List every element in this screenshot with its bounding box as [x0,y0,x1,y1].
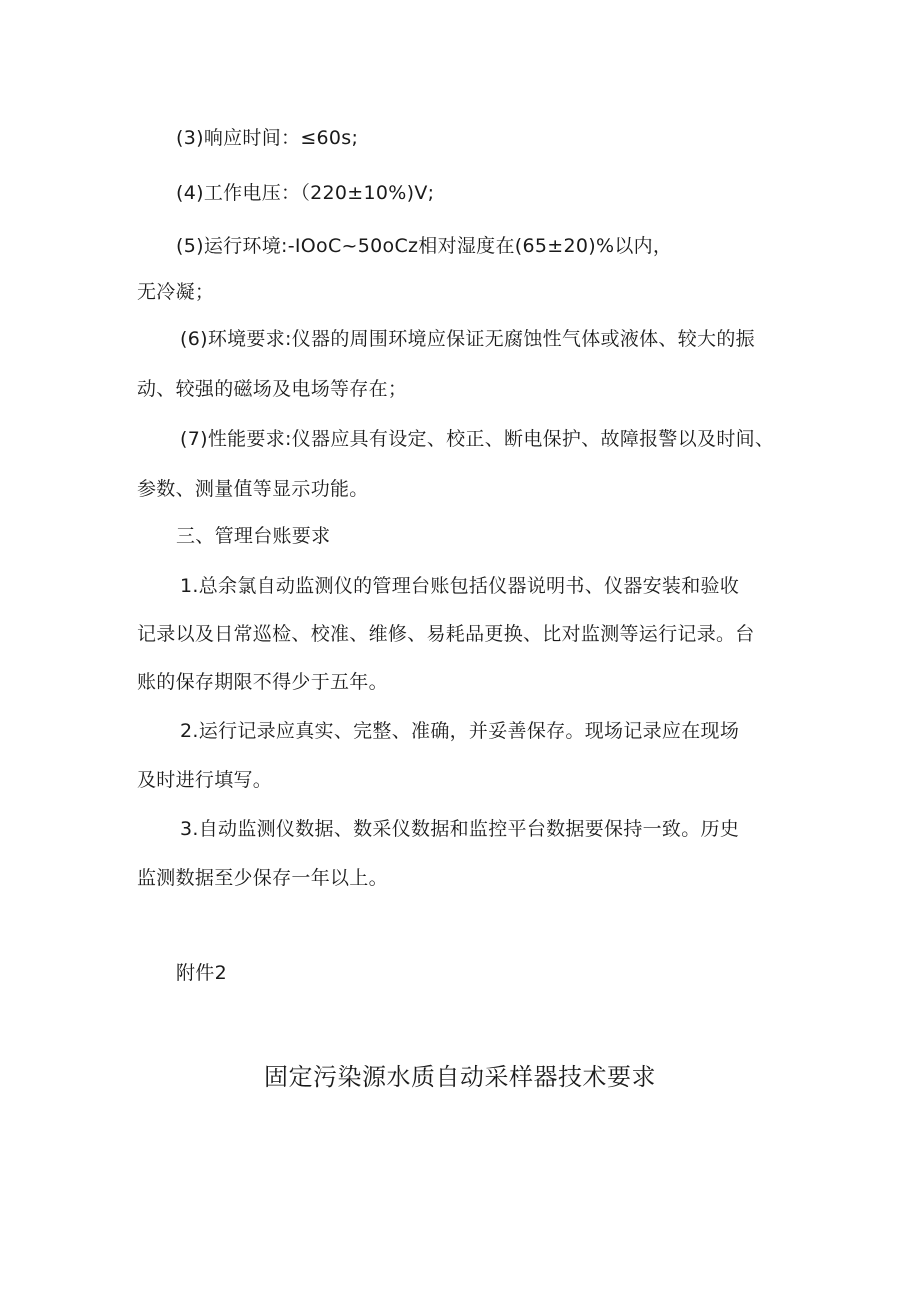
ledger-item-1-line-3: 账的保存期限不得少于五年。 [137,671,388,693]
item-6-continuation: 动、较强的磁场及电场等存在； [137,378,408,400]
ledger-item-2: 2.运行记录应真实、完整、准确，并妥善保存。现场记录应在现场 [180,720,740,742]
item-5-operating-environment: (5)运行环境:-IOoC~50oCz相对湿度在(65±20)%以内， [176,235,673,257]
item-4-working-voltage: (4)工作电压：（220±10%)V; [176,182,435,204]
item-7-performance-requirement: (7)性能要求:仪器应具有设定、校正、断电保护、故障报警以及时间、 [180,428,775,450]
item-3-response-time: (3)响应时间：≤60s; [176,127,359,149]
ledger-item-3: 3.自动监测仪数据、数采仪数据和监控平台数据要保持一致。历史 [180,818,740,840]
ledger-item-3-line-2: 监测数据至少保存一年以上。 [137,867,388,889]
attachment-label: 附件2 [176,962,227,984]
ledger-item-1: 1.总余氯自动监测仪的管理台账包括仪器说明书、仪器安装和验收 [180,575,740,597]
ledger-item-1-line-2: 记录以及日常巡检、校准、维修、易耗品更换、比对监测等运行记录。台 [137,623,755,645]
section-heading-ledger: 三、管理台账要求 [176,525,331,547]
document-title: 固定污染源水质自动采样器技术要求 [264,1063,656,1091]
item-5-continuation: 无冷凝； [137,281,215,303]
item-6-environment-requirement: (6)环境要求:仪器的周围环境应保证无腐蚀性气体或液体、较大的振 [180,328,755,350]
item-7-continuation: 参数、测量值等显示功能。 [137,478,369,500]
ledger-item-2-line-2: 及时进行填写。 [137,769,273,791]
